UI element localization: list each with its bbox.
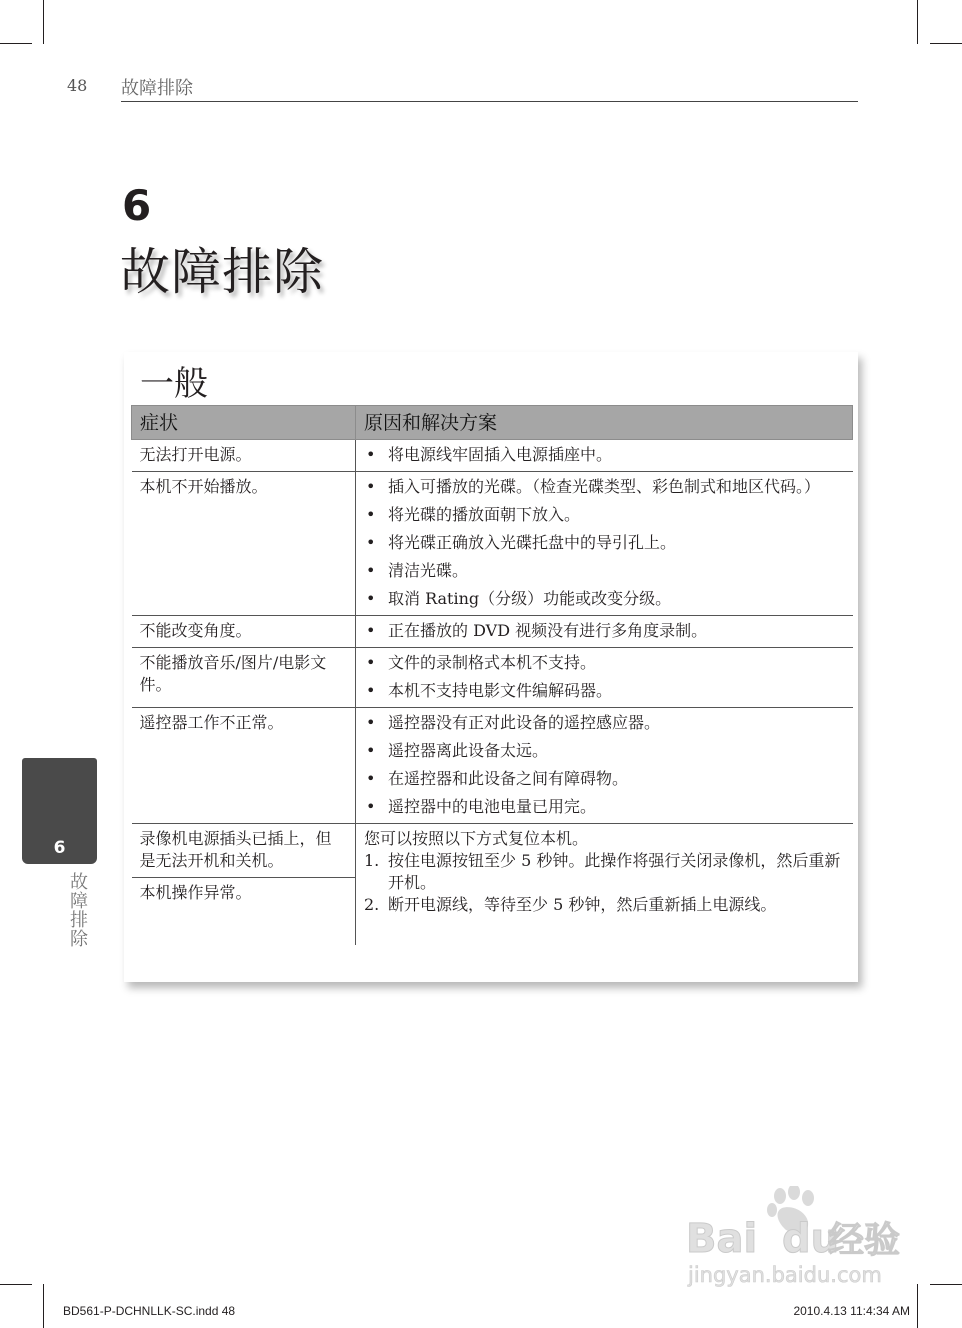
watermark-url: jingyan.baidu.com: [688, 1263, 882, 1287]
table-header-row: [132, 406, 853, 440]
running-title: 故障排除: [121, 78, 193, 99]
solution-header: 原因和解决方案: [356, 406, 853, 440]
chapter-title: 故障排除: [120, 243, 324, 301]
step-text: 断开电源线，等待至少 5 秒钟，然后重新插上电源线。: [388, 895, 777, 914]
solution-cell: [356, 824, 853, 946]
solution-item: • 将光碟正确放入光碟托盘中的导引孔上。: [364, 532, 845, 554]
solution-item: • 取消 Rating（分级）功能或改变分级。: [364, 588, 845, 610]
reset-intro: 您可以按照以下方式复位本机。: [364, 829, 589, 848]
page-number: 48: [67, 76, 88, 95]
crop-mark: [917, 0, 918, 44]
solution-item: • 清洁光碟。: [364, 560, 845, 582]
solution-cell: [356, 472, 853, 616]
solution-item: • 遥控器没有正对此设备的遥控感应器。: [364, 712, 845, 734]
chapter-tab: [22, 758, 97, 864]
crop-mark: [0, 1284, 32, 1285]
solution-cell: [356, 616, 853, 648]
symptom-cell: 遥控器工作不正常。: [132, 708, 356, 824]
header-rule: [121, 101, 858, 102]
crop-mark: [930, 1284, 962, 1285]
symptom-cell: 本机操作异常。: [132, 878, 356, 946]
footer-filename: BD561-P-DCHNLLK-SC.indd 48: [63, 1304, 236, 1318]
solution-item: • 正在播放的 DVD 视频没有进行多角度录制。: [364, 620, 845, 642]
symptom-cell: 录像机电源插头已插上，但是无法开机和关机。: [132, 824, 356, 878]
watermark-brand: Bai: [686, 1216, 758, 1262]
solution-item: • 插入可播放的光碟。（检查光碟类型、彩色制式和地区代码。）: [364, 476, 845, 498]
reset-step: [364, 894, 845, 916]
solution-cell: [356, 648, 853, 708]
crop-mark: [43, 1284, 44, 1328]
watermark-brand-cn: 经验: [828, 1220, 901, 1261]
solution-item: • 文件的录制格式本机不支持。: [364, 652, 845, 674]
baidu-watermark: [684, 1186, 910, 1290]
table-row: [132, 824, 853, 878]
symptom-cell: 不能改变角度。: [132, 616, 356, 648]
footer-timestamp: 2010.4.13 11:4:34 AM: [793, 1304, 910, 1318]
crop-mark: [43, 0, 44, 44]
symptom-cell: 本机不开始播放。: [132, 472, 356, 616]
solution-cell: [356, 440, 853, 472]
table-row: [132, 648, 853, 708]
table-row: [132, 440, 853, 472]
crop-mark: [0, 43, 32, 44]
chapter-number: 6: [122, 181, 152, 230]
step-text: 按住电源按钮至少 5 秒钟。此操作将强行关闭录像机，然后重新开机。: [388, 851, 841, 892]
solution-item: • 将电源线牢固插入电源插座中。: [364, 444, 845, 466]
troubleshooting-table: [131, 405, 853, 945]
solution-item: • 遥控器中的电池电量已用完。: [364, 796, 845, 818]
symptom-cell: 不能播放音乐/图片/电影文件。: [132, 648, 356, 708]
chapter-tab-label: 故障排除: [67, 872, 88, 948]
solution-item: • 将光碟的播放面朝下放入。: [364, 504, 845, 526]
table-row: [132, 616, 853, 648]
watermark-brand-du: du: [782, 1216, 840, 1262]
chapter-tab-number: 6: [53, 838, 66, 858]
solution-cell: [356, 708, 853, 824]
table-row: [132, 708, 853, 824]
solution-item: • 本机不支持电影文件编解码器。: [364, 680, 845, 702]
crop-mark: [930, 43, 962, 44]
symptom-cell: 无法打开电源。: [132, 440, 356, 472]
crop-mark: [917, 1284, 918, 1328]
solution-item: • 在遥控器和此设备之间有障碍物。: [364, 768, 845, 790]
reset-step: [364, 850, 845, 894]
solution-item: • 遥控器离此设备太远。: [364, 740, 845, 762]
symptom-header: 症状: [132, 406, 356, 440]
table-row: [132, 472, 853, 616]
step-number: 1.: [364, 851, 380, 870]
section-title: 一般: [140, 364, 208, 404]
step-number: 2.: [364, 895, 380, 914]
